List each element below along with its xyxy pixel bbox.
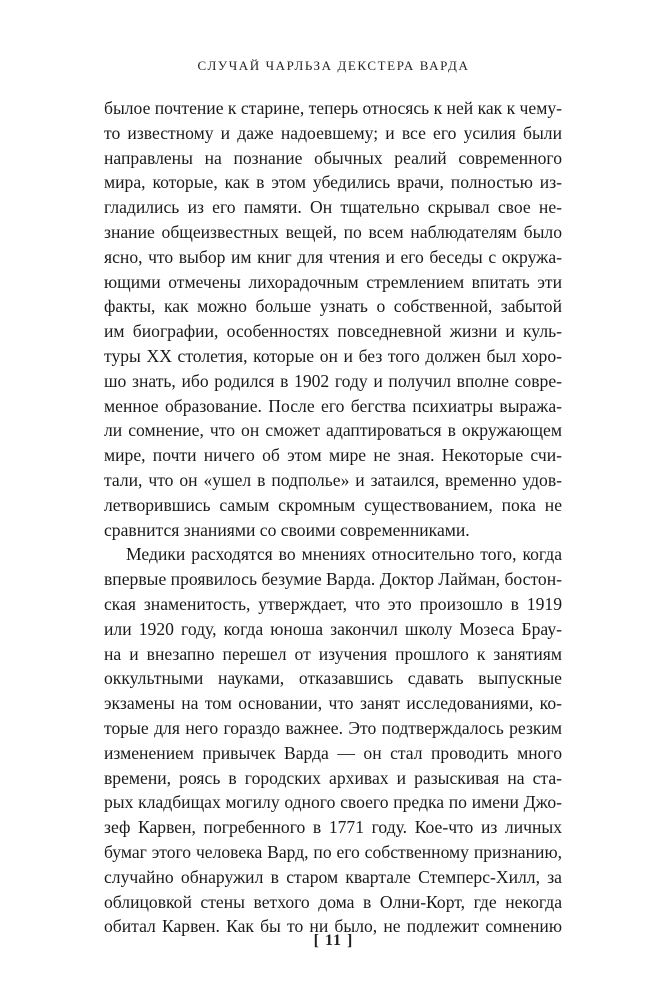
text-line: им биографии, особенностях повседневной жизни и куль-	[104, 321, 562, 342]
text-line: летворившись самым скромным существованием, пока не	[104, 494, 562, 515]
text-line: былое почтение к старине, теперь относясь к ней как к чему-	[104, 98, 562, 118]
text-line: облицовкой стены ветхого дома в Олни-Корт, где некогда	[104, 891, 562, 912]
text-line: гладились из его памяти. Он тщательно скрывал свое не-	[104, 197, 562, 218]
text-line: факты, как можно больше узнать о собственной, забытой	[104, 296, 562, 317]
text-line: бумаг этого человека Вард, по его собственному признанию,	[104, 841, 562, 862]
text-line: на и внезапно перешел от изучения прошлого к занятиям	[104, 643, 562, 664]
text-line: направлены на познание обычных реалий современного	[104, 147, 562, 168]
text-line: ская знаменитость, утверждает, что это произошло в 1919	[104, 593, 562, 614]
page-number: [ 11 ]	[313, 932, 354, 949]
text-line: обитал Карвен. Как бы то ни было, не подлежит сомнению	[104, 916, 562, 937]
text-line: ясно, что выбор им книг для чтения и его беседы с окружа-	[104, 246, 562, 267]
text-line: или 1920 году, когда юноша закончил школу Мозеса Брау-	[104, 618, 562, 639]
running-head: СЛУЧАЙ ЧАРЛЬЗА ДЕКСТЕРА ВАРДА	[197, 58, 470, 73]
text-line: ющими отмечены лихорадочным стремлением впитать эти	[104, 271, 562, 292]
text-line: оккультными науками, отказавшись сдавать выпускные	[104, 668, 562, 689]
text-line: изменением привычек Варда — он стал проводить много	[104, 742, 562, 763]
text-line: зеф Карвен, погребенного в 1771 году. Кое-что из личных	[104, 817, 562, 838]
text-line: ли сомнение, что он сможет адаптироваться в окружающем	[104, 420, 562, 441]
text-line: шо знать, ибо родился в 1902 году и получил вполне совре-	[104, 370, 562, 391]
text-line: Медики расходятся во мнениях относительно того, когда	[126, 544, 562, 565]
text-line: экзамены на том основании, что занят исследованиями, ко-	[104, 693, 562, 714]
paragraph-2	[104, 542, 562, 939]
text-line: мира, которые, как в этом убедились врачи, полностью из-	[104, 172, 562, 193]
text-line: мире, почти ничего об этом мире не зная. Некоторые счи-	[104, 445, 562, 466]
paragraph-1	[104, 96, 562, 542]
text-line: менное образование. После его бегства психиатры выража-	[104, 395, 562, 416]
text-line: знание общеизвестных вещей, по всем наблюдателям было	[104, 221, 562, 242]
text-line: туры XX столетия, которые он и без того должен был хоро-	[104, 345, 562, 366]
text-line: времени, роясь в городских архивах и разыскивая на ста-	[104, 767, 562, 788]
text-line: случайно обнаружил в старом квартале Стемперс-Хилл, за	[104, 866, 562, 887]
text-line: торые для него гораздо важнее. Это подтверждалось резким	[104, 717, 562, 738]
text-line: сравнится знаниями со своими современниками.	[104, 519, 470, 540]
text-line: впервые проявилось безумие Варда. Доктор Лайман, бостон-	[104, 569, 562, 590]
text-line: тали, что он «ушел в подполье» и затаился, временно удов-	[104, 469, 562, 490]
text-line: то известному и даже надоевшему; и все его усилия были	[104, 122, 562, 143]
body-text	[104, 96, 562, 939]
text-line: рых кладбищах могилу одного своего предка по имени Джо-	[104, 792, 562, 813]
